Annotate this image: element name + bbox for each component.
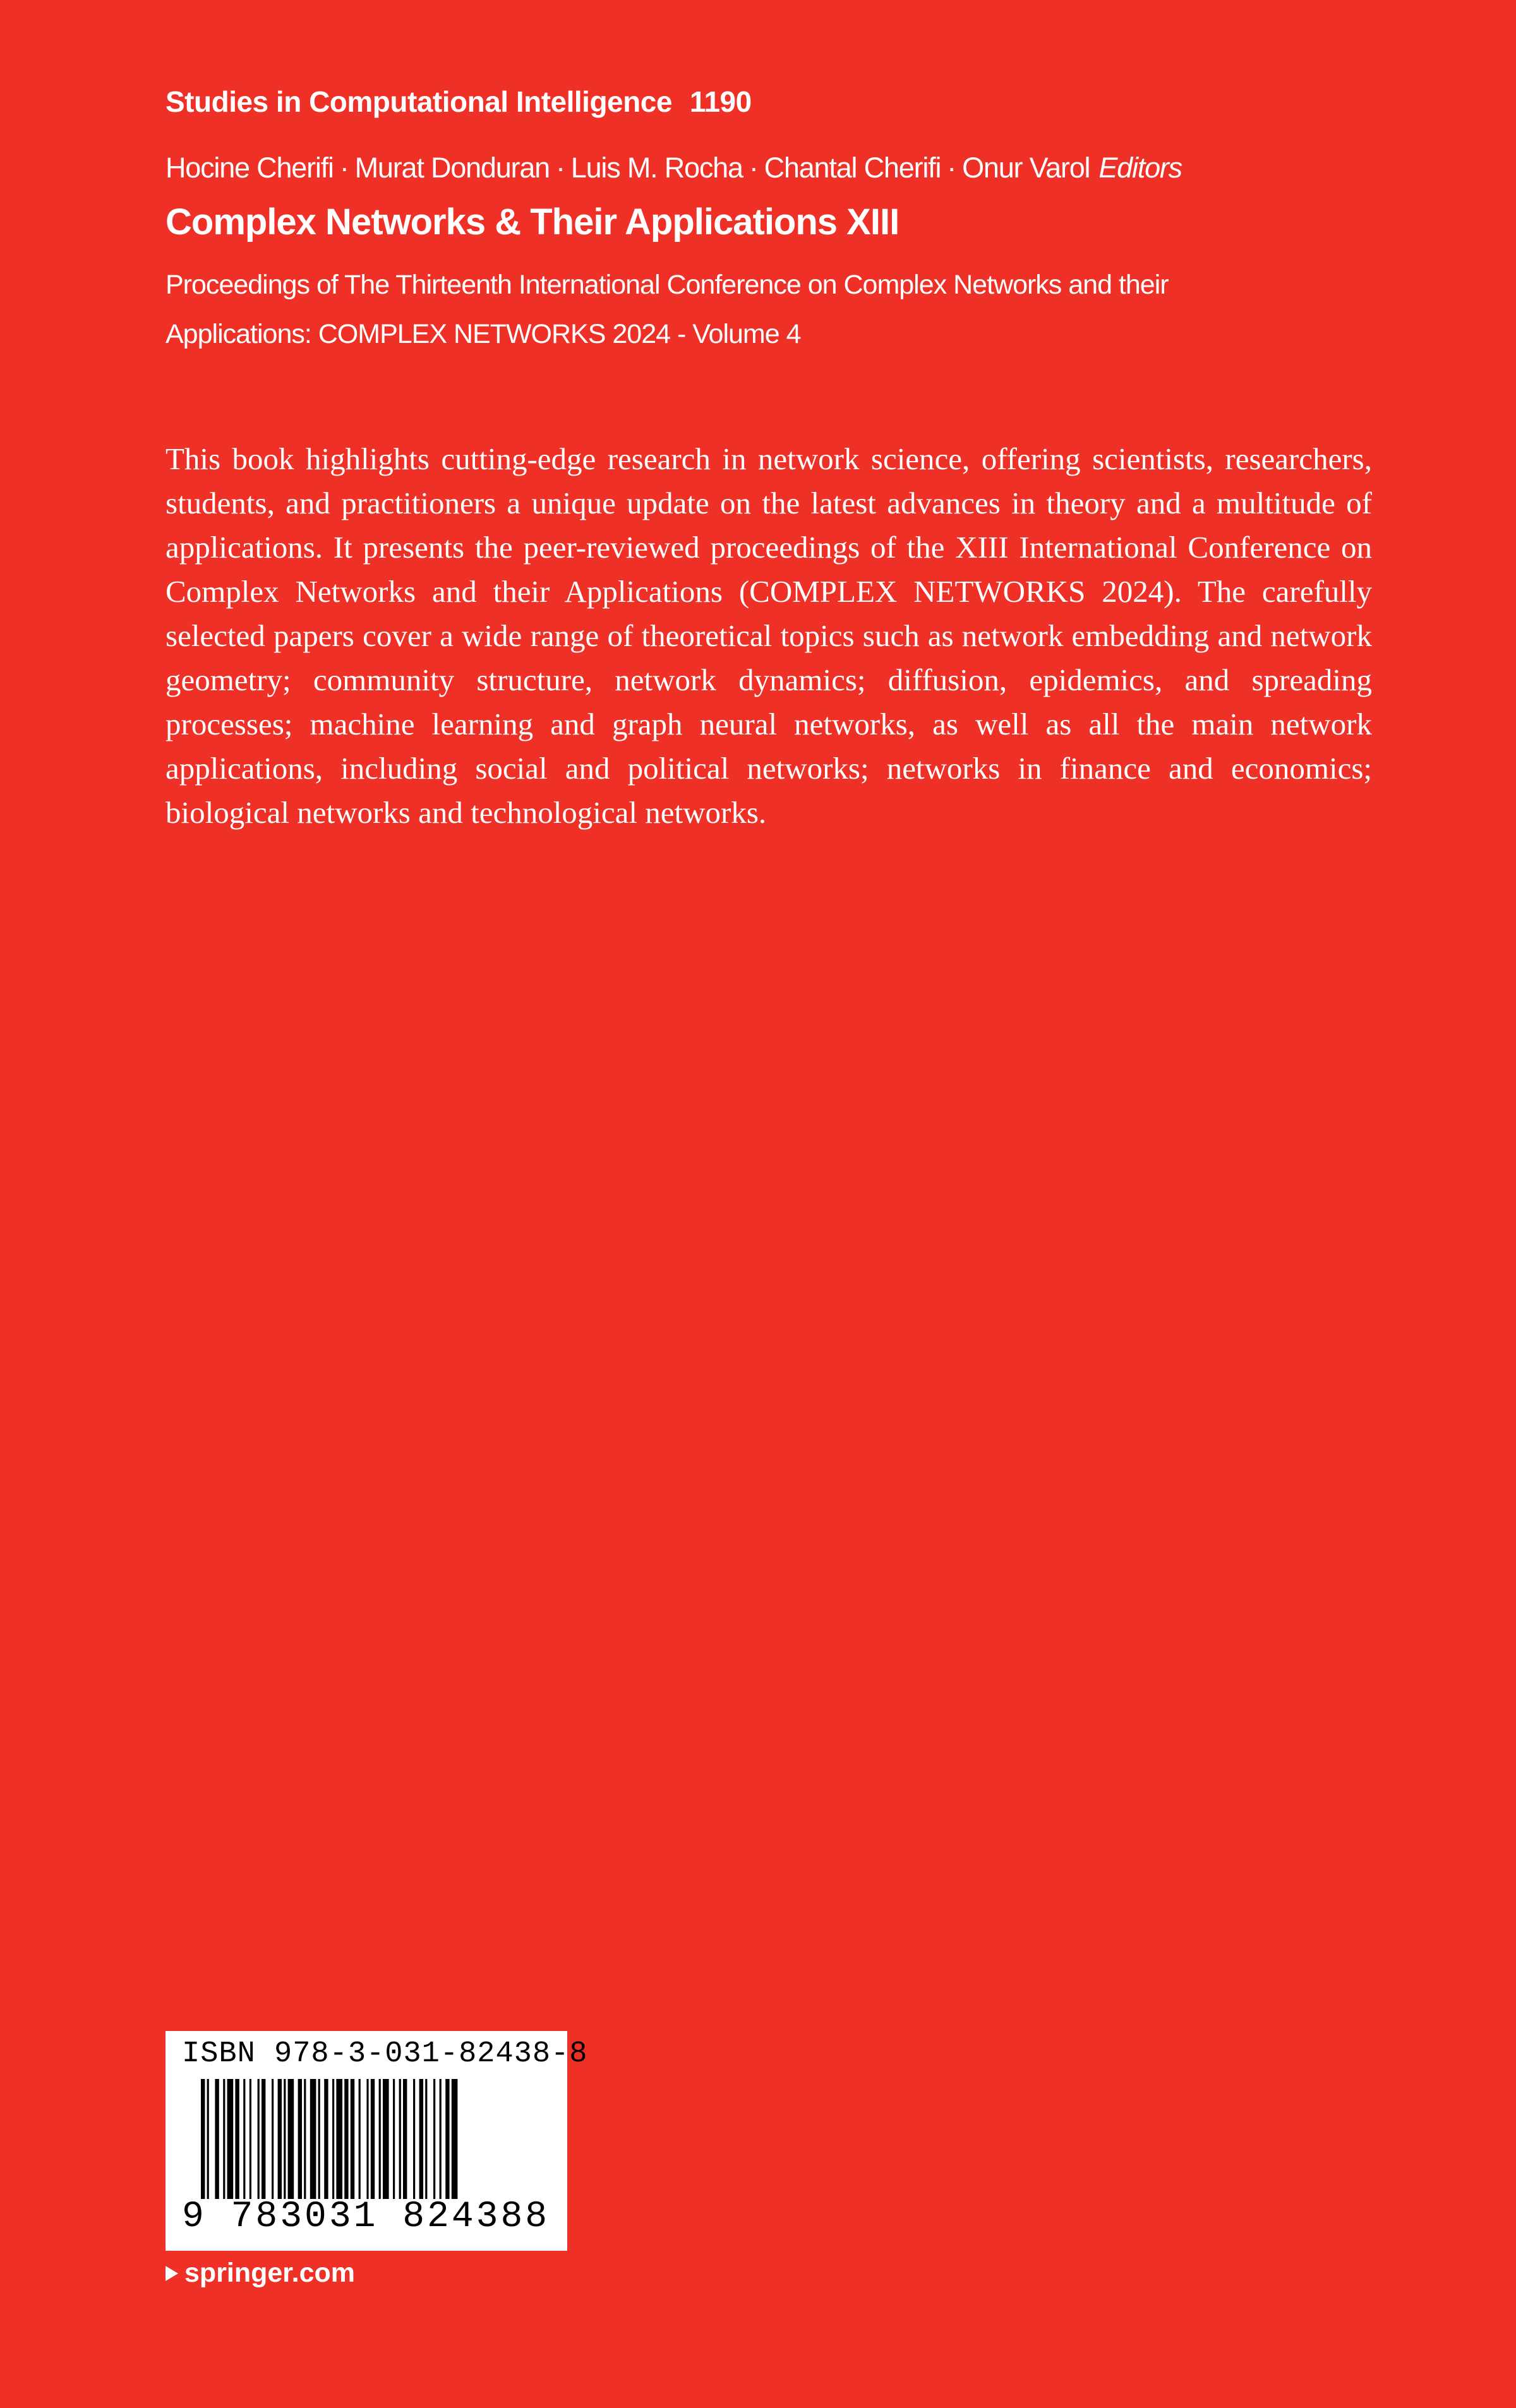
series-line: [165, 85, 752, 119]
editor-separator: ·: [749, 152, 758, 184]
barcode-bar: [379, 2079, 381, 2199]
editor-name: Luis M. Rocha: [570, 152, 743, 184]
barcode-bar: [201, 2079, 205, 2199]
barcode-bar: [351, 2079, 354, 2199]
barcode-bar: [215, 2079, 219, 2199]
subtitle-line: Applications: COMPLEX NETWORKS 2024 - Volume 4: [165, 319, 801, 349]
barcode-bar: [359, 2079, 361, 2199]
editor-name: Hocine Cherifi: [165, 152, 334, 184]
barcode-bar: [235, 2079, 239, 2199]
isbn-barcode: [165, 2031, 588, 2251]
isbn-text: ISBN 978-3-031-82438-8: [182, 2037, 588, 2071]
barcode-bar: [336, 2079, 342, 2199]
publisher-url: springer.com: [184, 2258, 356, 2288]
barcode-bar: [445, 2079, 449, 2199]
barcode-bar: [419, 2079, 423, 2199]
barcode-bar: [440, 2079, 442, 2199]
barcode-bar: [258, 2079, 260, 2199]
barcode-bar: [304, 2079, 306, 2199]
barcode-bar: [243, 2079, 245, 2199]
barcode-bar: [207, 2079, 209, 2199]
barcode-bar: [332, 2079, 334, 2199]
barcode-bar: [272, 2079, 274, 2199]
barcode-bar: [393, 2079, 395, 2199]
barcode-digits: 9 783031 824388: [182, 2196, 550, 2237]
barcode-bar: [223, 2079, 225, 2199]
barcode-bar: [425, 2079, 427, 2199]
barcode-bar: [318, 2079, 320, 2199]
barcode-bar: [433, 2079, 435, 2199]
barcode-bar: [288, 2079, 294, 2199]
barcode-bar: [278, 2079, 282, 2199]
book-description: This book highlights cutting-edge research in network science, offering scientists, researchers, students, and practitioners a unique update on the latest advances in theory and a multitude of applications. It presents the peer-reviewed proceedings of the XIII International Conference on Complex Networks and their Applications (COMPLEX NETWORKS 2024). The carefully selected papers cover a wide range of theoretical topics such as network embedding and network geometry; community structure, network dynamics; diffusion, epidemics, and spreading processes; machine learning and graph neural networks, as well as all the main network applications, including social and political networks; networks in finance and economics; biological networks and technological networks.: [165, 441, 1372, 830]
editor-separator: ·: [339, 152, 349, 184]
editor-name: Chantal Cherifi: [764, 152, 941, 184]
publisher-link[interactable]: [165, 2258, 355, 2289]
barcode-bar: [399, 2079, 401, 2199]
editor-name: Onur Varol: [962, 152, 1090, 184]
editor-separator: ·: [947, 152, 956, 184]
barcode-bar: [262, 2079, 265, 2199]
barcode-bar: [324, 2079, 328, 2199]
barcode-bar: [452, 2079, 458, 2199]
barcode-bar: [250, 2079, 251, 2199]
barcode-bar: [366, 2079, 368, 2199]
editor-separator: ·: [555, 152, 565, 184]
barcode-bar: [413, 2079, 415, 2199]
editors-line: [165, 152, 1182, 184]
series-number: 1190: [689, 85, 752, 118]
barcode-bar: [344, 2079, 348, 2199]
series-name: Studies in Computational Intelligence: [165, 85, 672, 118]
barcode-bar: [371, 2079, 375, 2199]
barcode-bar: [383, 2079, 389, 2199]
barcode-bar: [298, 2079, 302, 2199]
barcode-bar: [284, 2079, 286, 2199]
editors-role: Editors: [1098, 152, 1182, 184]
play-arrow-icon: [165, 2266, 178, 2281]
barcode-bar: [227, 2079, 234, 2199]
editor-name: Murat Donduran: [354, 152, 550, 184]
subtitle-line: Proceedings of The Thirteenth International Conference on Complex Networks and their: [165, 270, 1169, 300]
barcode-bars: [201, 2079, 555, 2199]
book-title: Complex Networks & Their Applications XIII: [165, 201, 899, 243]
barcode-bar: [403, 2079, 407, 2199]
book-subtitle: [165, 260, 1302, 359]
barcode-bar: [310, 2079, 316, 2199]
